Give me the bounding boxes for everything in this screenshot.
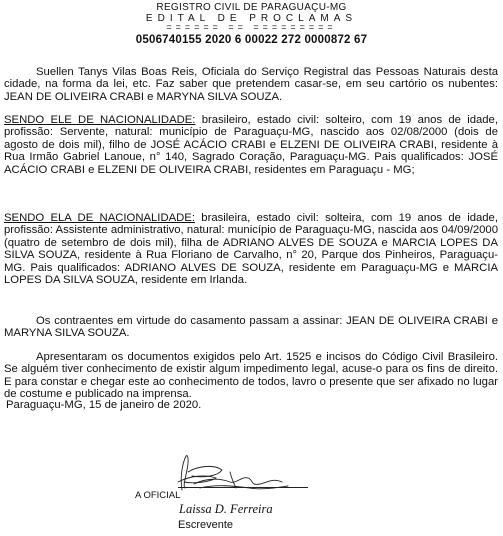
signature-line	[178, 487, 308, 488]
title-underline: ====== == =========	[166, 22, 337, 32]
bride-text: brasileira, estado civil: solteira, com 19 anos de idade, profissão: Assistente administrativo, natural: município de Paraguaçu-MG, nascida aos 04/09/2000 (quatro de setembro de dois mil), filha de ADRIANO ALVES DE SOUZA e MARCIA LOPES DA SILVA SOUZA, residente à Rua Floriano de Carvalho, n° 20, Parque dos Pinheiros, Paraguaçu-MG. Pais qualificados: ADRIANO ALVES DE SOUZA, residente em Paraguaçu-MG e MARCIA LOPES DA SILVA SOUZA, residente em Irlanda.	[4, 212, 498, 287]
groom-text: brasileiro, estado civil: solteiro, com 19 anos de idade, profissão: Servente, natural: município de Paraguaçu-MG, nascido aos 02/08/2000 (dois de agosto de dois mil), filho de JOSÉ ACÁCIO CRABI e ELZENI DE OLIVEIRA CRABI, residente à Rua Irmão Gabriel Lanoue, n° 140, Sagrado Coração, Paraguaçu-MG. Pais qualificados: JOSÉ ACÁCIO CRABI e ELZENI DE OLIVEIRA CRABI, residentes em Paraguaçu - MG;	[4, 114, 498, 176]
registration-number: 0506740155 2020 6 00022 272 0000872 67	[135, 34, 368, 46]
official-label: A OFICIAL	[135, 490, 181, 501]
intro-paragraph: Suellen Tanys Vilas Boas Reis, Oficiala do Serviço Registral das Pessoas Naturais desta cidade, na forma da lei, etc. Faz saber que pretendem casar-se, em seu cartório os nubentes: JEAN DE OLIVEIRA CRABI e MARYNA SILVA SOUZA.	[4, 66, 498, 103]
bride-paragraph	[4, 212, 498, 286]
notice-date: Paraguaçu-MG, 15 de janeiro de 2020.	[6, 399, 202, 411]
signer-role: Escrevente	[178, 519, 234, 531]
documents-paragraph: Apresentaram os documentos exigidos pelo Art. 1525 e incisos do Código Civil Brasileiro. Se alguém tiver conhecimento de existir algum impedimento legal, acuse-o para os fins de direito. E para constar e chegar este ao conhecimento de todos, lavro o presente que ser afixado no lugar de costume e publicado na imprensa.	[4, 351, 498, 401]
notice-title: EDITAL DE PROCLAMAS	[145, 13, 358, 24]
groom-paragraph	[4, 114, 498, 176]
signer-name: Laissa D. Ferreira	[179, 502, 273, 516]
registry-office-name: REGISTRO CIVIL DE PARAGUAÇU-MG	[156, 2, 347, 13]
bride-lead: SENDO ELA DE NACIONALIDADE:	[4, 212, 195, 224]
signing-paragraph: Os contraentes em virtude do casamento passam a assinar: JEAN DE OLIVEIRA CRABI e MARYNA SILVA SOUZA.	[4, 315, 498, 340]
groom-lead: SENDO ELE DE NACIONALIDADE:	[4, 114, 196, 126]
